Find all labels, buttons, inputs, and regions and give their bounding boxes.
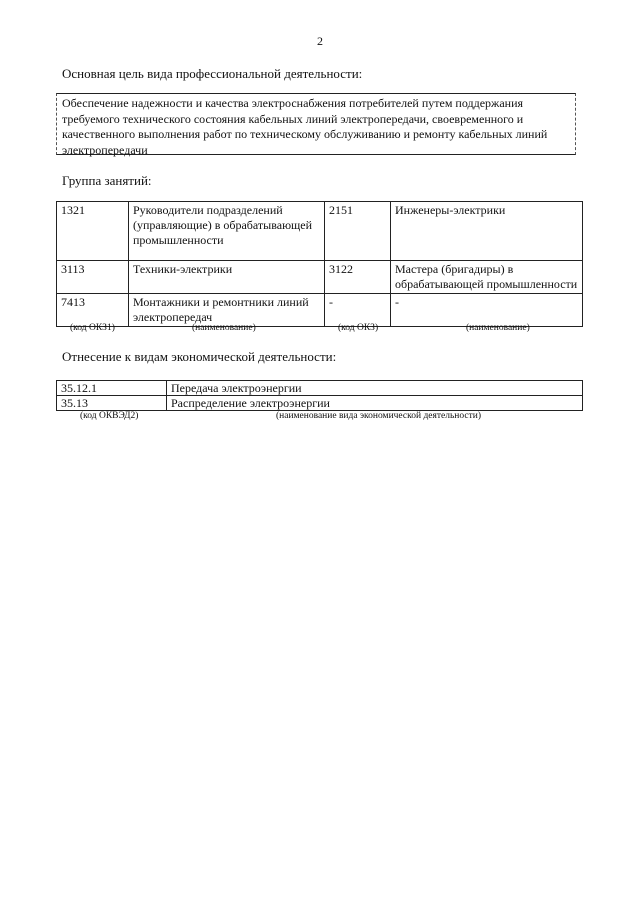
economic-activity-table xyxy=(56,380,583,411)
okved-code-caption: (код ОКВЭД2) xyxy=(80,411,139,421)
okz-name-cell: Монтажники и ремонтники линий электропередач xyxy=(129,294,325,327)
okz-code-cell: - xyxy=(325,294,391,327)
occupation-group-table xyxy=(56,201,583,327)
okz-code-cell: 3122 xyxy=(325,261,391,294)
occupation-group-heading: Группа занятий: xyxy=(62,173,152,188)
okz-name-cell: - xyxy=(391,294,583,327)
okved-name-caption: (наименование вида экономической деятельности) xyxy=(276,411,481,421)
okz-code-cell: 7413 xyxy=(57,294,129,327)
goal-text-box: Обеспечение надежности и качества электроснабжения потребителей путем поддержания требуемого технического состояния кабельных линий электропередачи, своевременного и качественного выполнения работ по техническому обслуживанию и ремонту кабельных линий электропередачи xyxy=(56,93,576,155)
okz-code-cell: 2151 xyxy=(325,202,391,261)
okz-name-caption: (наименование) xyxy=(192,323,256,333)
okz-name-cell: Мастера (бригадиры) в обрабатывающей промышленности xyxy=(391,261,583,294)
okz-code-cell: 1321 xyxy=(57,202,129,261)
table-row xyxy=(57,202,583,261)
okz-name-cell: Техники-электрики xyxy=(129,261,325,294)
okved-name-cell: Распределение электроэнергии xyxy=(167,396,583,411)
okz-name-cell: Инженеры-электрики xyxy=(391,202,583,261)
table-row xyxy=(57,294,583,327)
okz-name-cell: Руководители подразделений (управляющие) в обрабатывающей промышленности xyxy=(129,202,325,261)
page-number: 2 xyxy=(317,34,323,48)
okz-code-caption: (код ОКЗ) xyxy=(338,323,379,333)
okz-name-caption: (наименование) xyxy=(466,323,530,333)
okz-code-caption: (код ОКЗ1) xyxy=(70,323,115,333)
okved-name-cell: Передача электроэнергии xyxy=(167,381,583,396)
table-row xyxy=(57,261,583,294)
okved-code-cell: 35.12.1 xyxy=(57,381,167,396)
table-row xyxy=(57,381,583,396)
goal-heading: Основная цель вида профессиональной деятельности: xyxy=(62,66,363,81)
table-row xyxy=(57,396,583,411)
okz-code-cell: 3113 xyxy=(57,261,129,294)
okved-code-cell: 35.13 xyxy=(57,396,167,411)
economic-activity-heading: Отнесение к видам экономической деятельности: xyxy=(62,349,337,364)
